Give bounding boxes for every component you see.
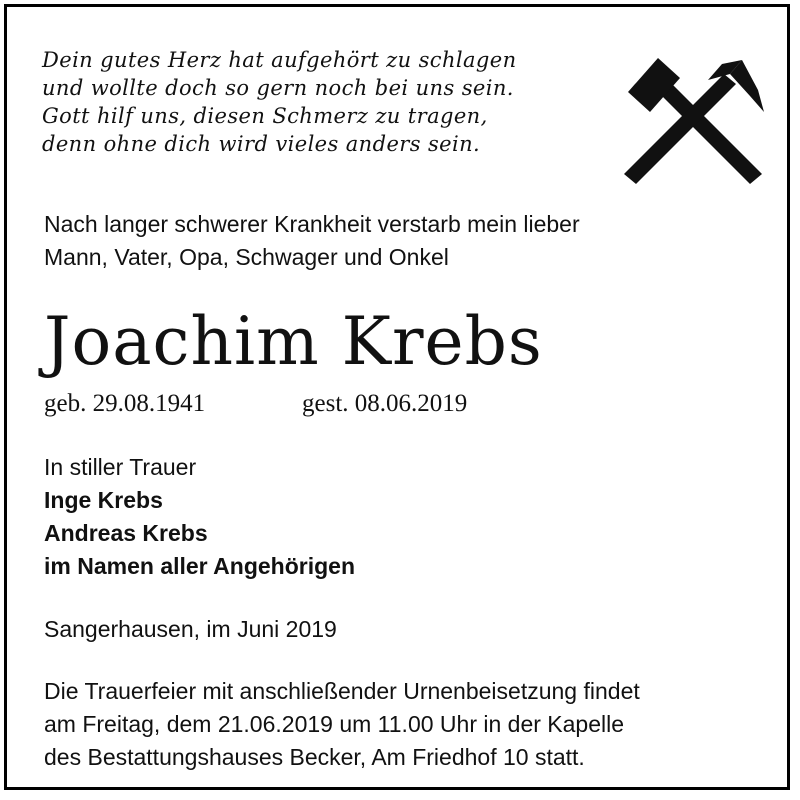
intro-line: Mann, Vater, Opa, Schwager und Onkel xyxy=(44,244,449,270)
funeral-line: des Bestattungshauses Becker, Am Friedhof 10 statt. xyxy=(44,744,585,770)
mourner-name: im Namen aller Angehörigen xyxy=(44,553,355,579)
crossed-hammers-icon xyxy=(620,56,766,188)
intro-text xyxy=(44,208,744,274)
mourners-block xyxy=(44,451,644,583)
poem-line: Gott hilf uns, diesen Schmerz zu tragen, xyxy=(42,104,488,128)
mourning-intro: In stiller Trauer xyxy=(44,454,197,480)
funeral-notice xyxy=(44,675,764,774)
deceased-name: Joachim Krebs xyxy=(44,303,543,380)
funeral-line: Die Trauerfeier mit anschließender Urnenbeisetzung findet xyxy=(44,678,640,704)
poem-line: denn ohne dich wird vieles anders sein. xyxy=(42,132,481,156)
place-date: Sangerhausen, im Juni 2019 xyxy=(44,616,337,642)
life-dates xyxy=(44,388,644,420)
poem-line: und wollte doch so gern noch bei uns sein. xyxy=(42,76,514,100)
poem xyxy=(42,46,642,158)
poem-line: Dein gutes Herz hat aufgehört zu schlagen xyxy=(42,48,517,72)
funeral-line: am Freitag, dem 21.06.2019 um 11.00 Uhr in der Kapelle xyxy=(44,711,625,737)
mourner-name: Andreas Krebs xyxy=(44,520,208,546)
death-date: gest. 08.06.2019 xyxy=(302,390,468,417)
birth-date: geb. 29.08.1941 xyxy=(44,390,206,417)
mourner-name: Inge Krebs xyxy=(44,487,163,513)
intro-line: Nach langer schwerer Krankheit verstarb mein lieber xyxy=(44,211,580,237)
